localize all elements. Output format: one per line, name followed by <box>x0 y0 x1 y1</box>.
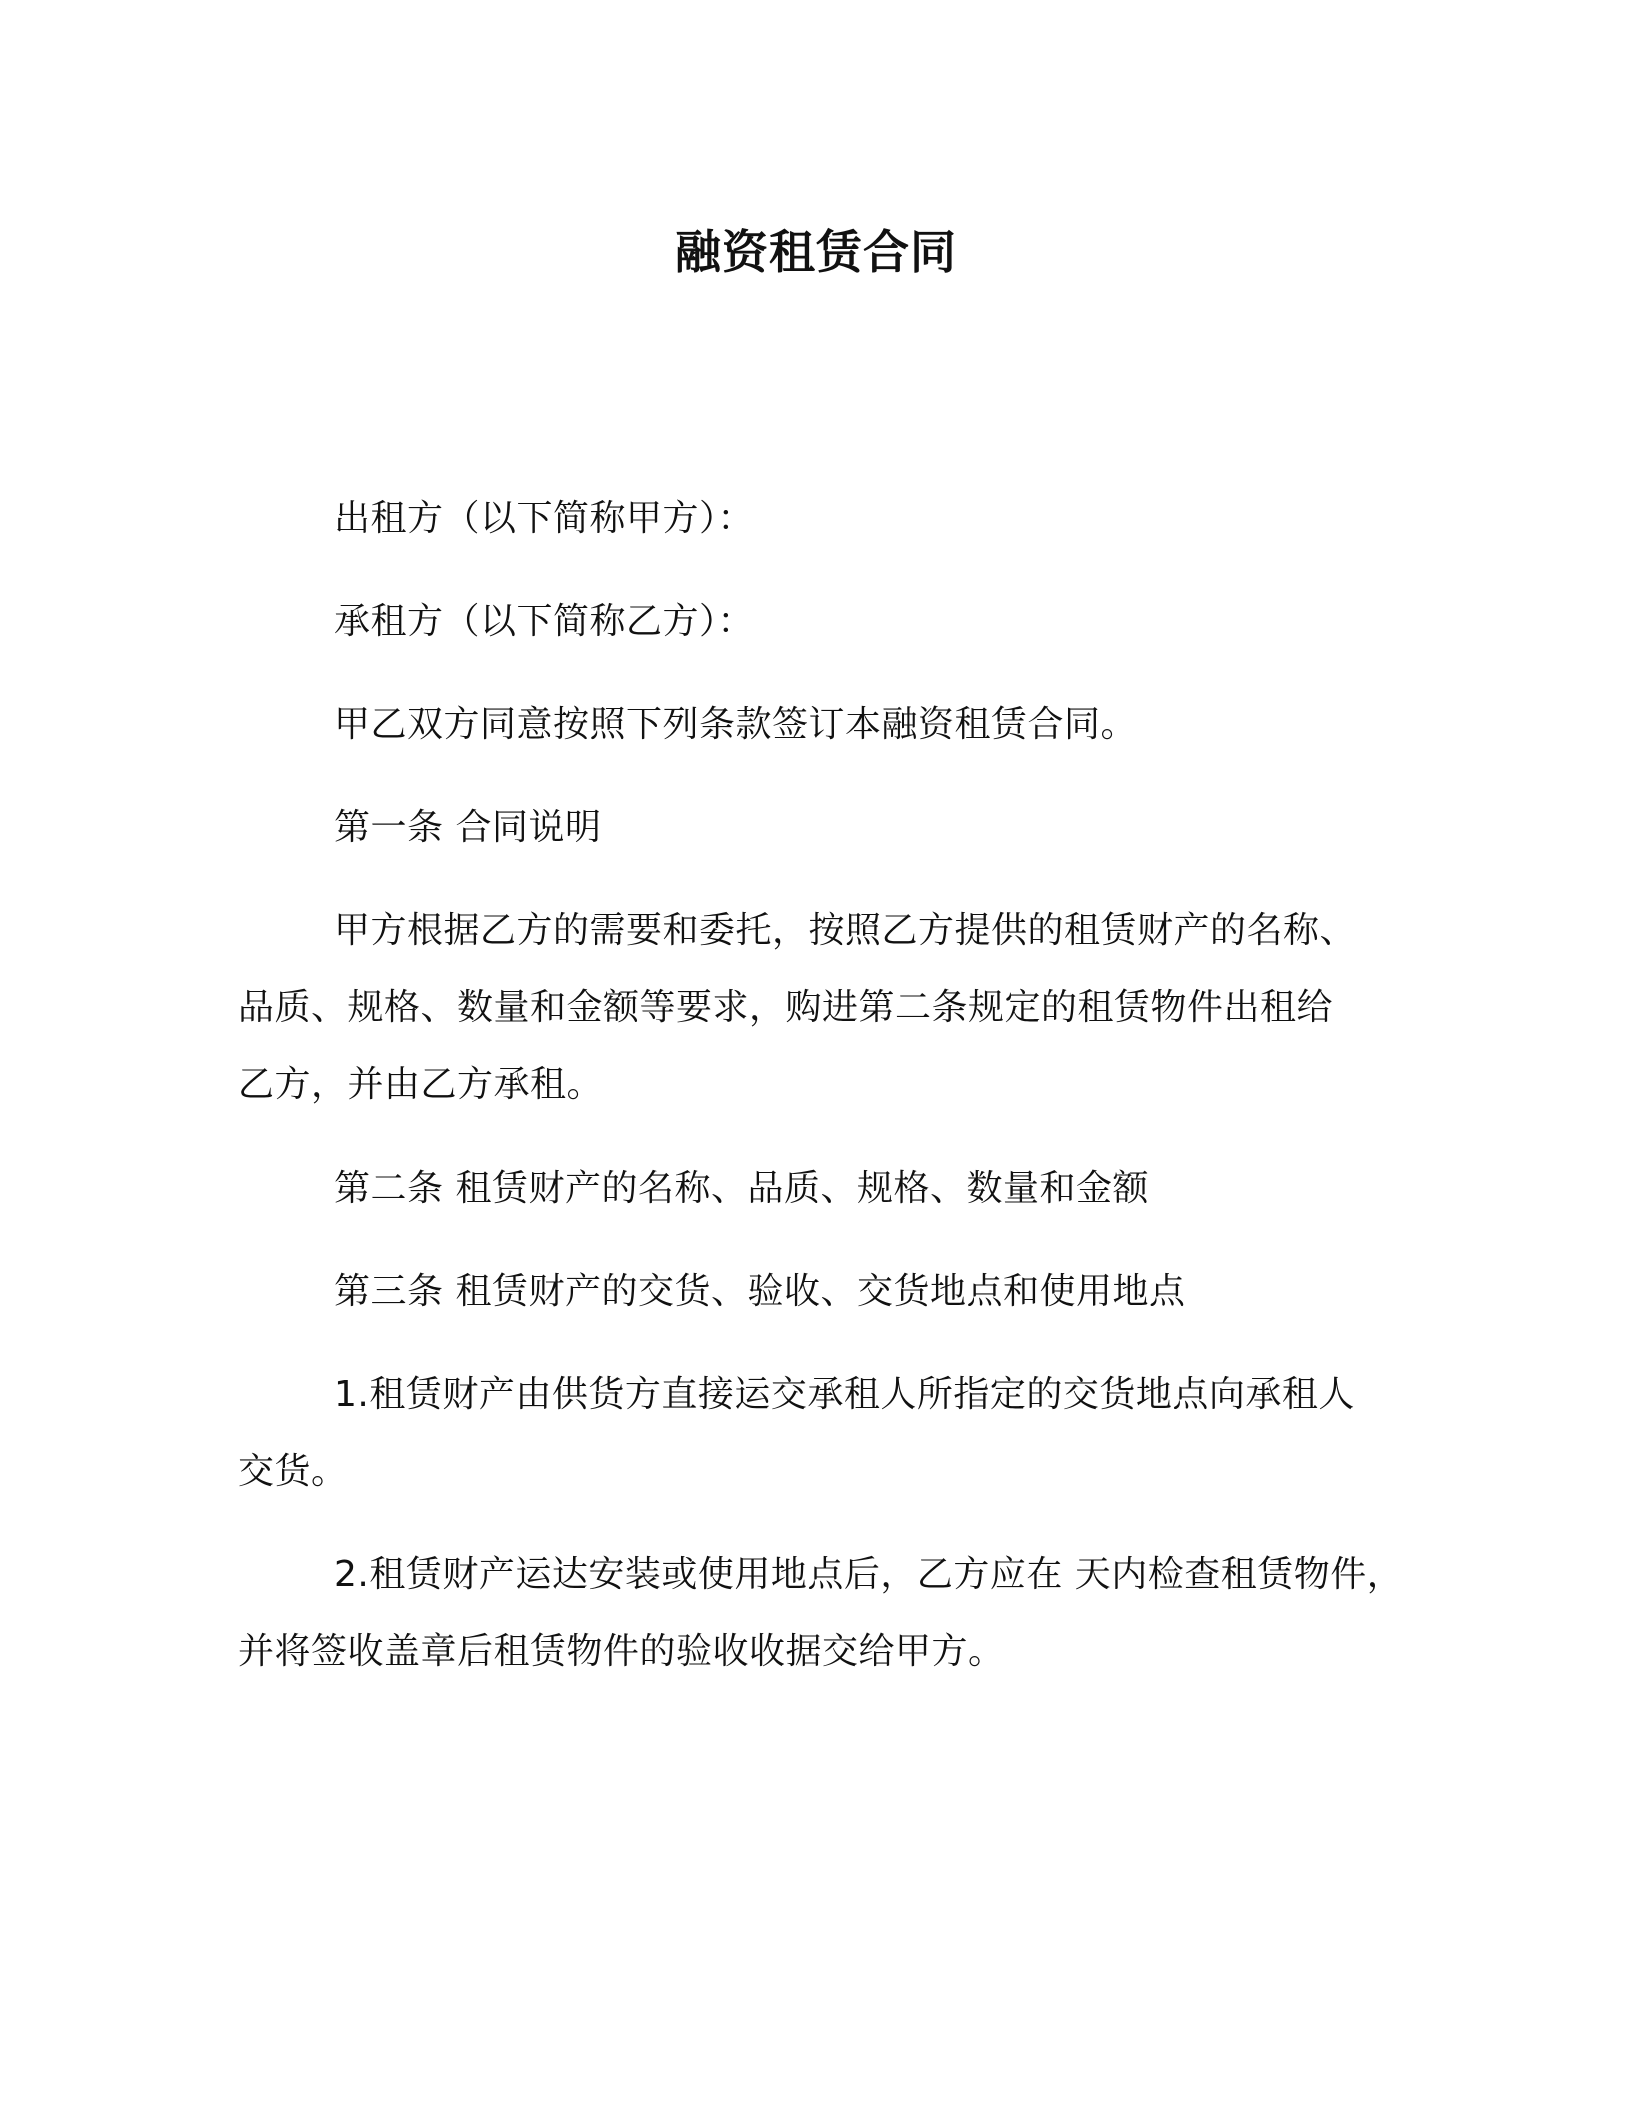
lessor-line: 出租方（以下简称甲方）： <box>334 498 755 539</box>
item2-line: 2.租赁财产运达安装或使用地点后，乙方应在 天内检查租赁物件， <box>334 1554 1404 1595</box>
article1-para-line: 乙方，并由乙方承租。 <box>238 1064 604 1105</box>
article1-para-line: 品质、规格、数量和金额等要求，购进第二条规定的租赁物件出租给 <box>238 987 1334 1028</box>
item2-line: 并将签收盖章后租赁物件的验收收据交给甲方。 <box>238 1631 1005 1672</box>
item1-line: 交货。 <box>238 1451 348 1492</box>
intro-paragraph: 甲乙双方同意按照下列条款签订本融资租赁合同。 <box>334 704 1138 745</box>
article2-heading: 第二条 租赁财产的名称、品质、规格、数量和金额 <box>334 1168 1149 1209</box>
item1-line: 1.租赁财产由供货方直接运交承租人所指定的交货地点向承租人 <box>334 1374 1355 1415</box>
article1-para-line: 甲方根据乙方的需要和委托，按照乙方提供的租赁财产的名称、 <box>334 910 1357 951</box>
article1-heading: 第一条 合同说明 <box>334 807 602 848</box>
lessee-line: 承租方（以下简称乙方）： <box>334 601 755 642</box>
article3-heading: 第三条 租赁财产的交货、验收、交货地点和使用地点 <box>334 1271 1186 1312</box>
document-title: 融资租赁合同 <box>675 225 957 279</box>
